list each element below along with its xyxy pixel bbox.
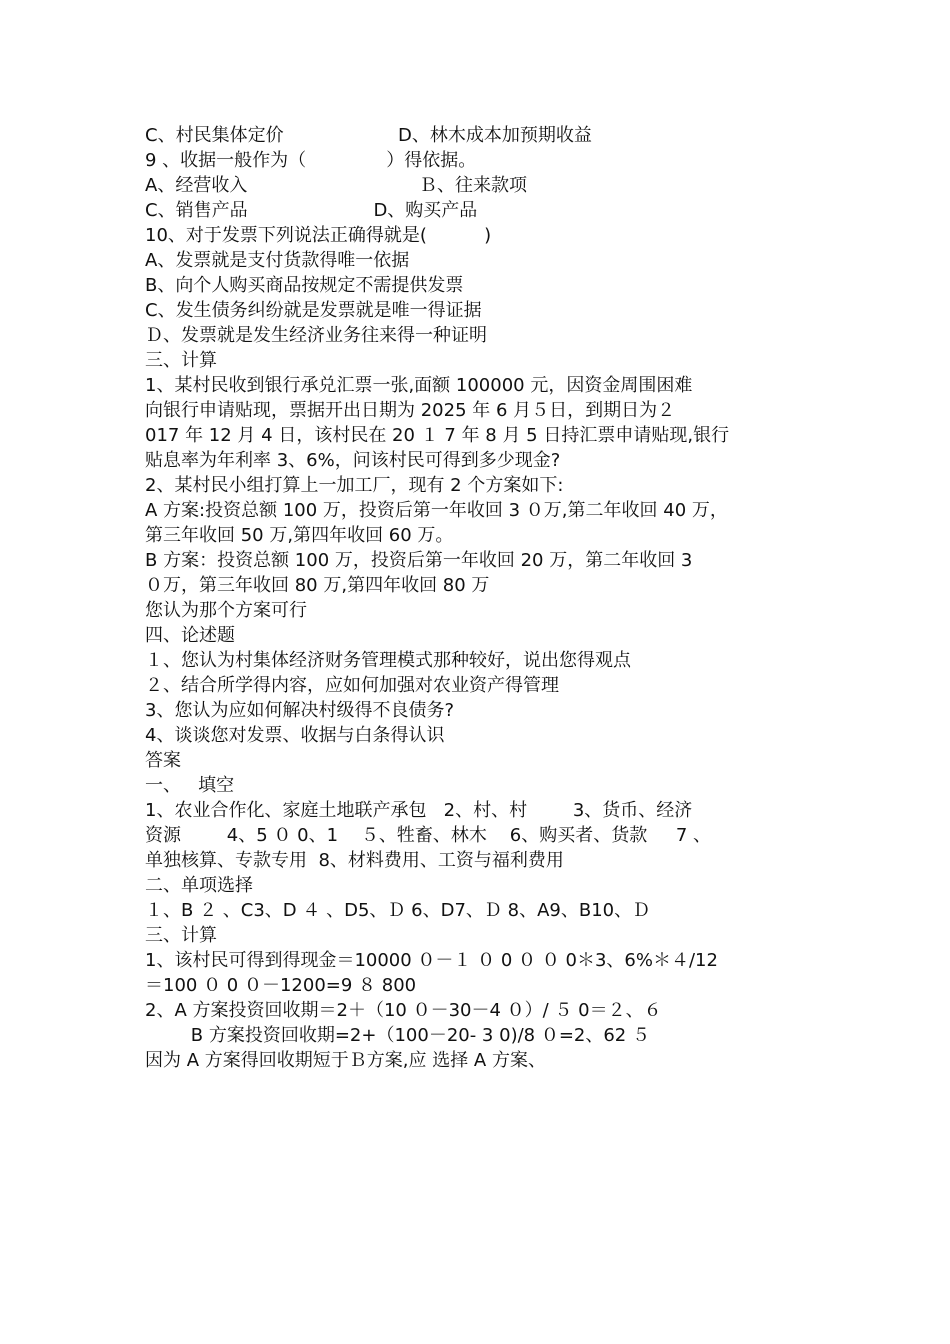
- calc-question-1: 017 年 12 月 4 日，该村民在 20 １ 7 年 8 月 5 日持汇票申请贴现,银行: [145, 425, 730, 446]
- answers-heading: 答案: [145, 750, 181, 771]
- calc-question-1: 1、某村民收到银行承兑汇票一张,面额 100000 元，因资金周围困难: [145, 375, 693, 396]
- answers-calc-2: 2、A 方案投资回收期＝2＋（10 ０－30－4 ０）/ ５ 0＝２、６: [145, 1000, 662, 1021]
- option-b: B、向个人购买商品按规定不需提供发票: [145, 275, 464, 296]
- essay-question-3: 3、您认为应如何解决村级得不良债务?: [145, 700, 455, 721]
- answers-choice: １、B ２ 、C3、D ４ 、D5、Ｄ 6、D7、Ｄ 8、A9、B10、Ｄ: [145, 900, 651, 921]
- answers-calc-1: ＝100 ０ 0 ０－1200=9 ８ 800: [145, 975, 417, 996]
- essay-question-2: ２、结合所学得内容，应如何加强对农业资产得管理: [145, 675, 559, 696]
- answers-calc-2: B 方案投资回收期=2+（100－20- 3 0)/8 ０=2、62 ５: [145, 1025, 650, 1046]
- plan-a: 第三年收回 50 万,第四年收回 60 万。: [145, 525, 454, 546]
- calc-question-2-prompt: 您认为那个方案可行: [145, 600, 307, 621]
- answers-fill-in: 1、农业合作化、家庭土地联产承包 2、村、村 3、货币、经济: [145, 800, 693, 821]
- plan-b: B 方案：投资总额 100 万，投资后第一年收回 20 万，第二年收回 3: [145, 550, 693, 571]
- section-heading-calculation: 三、计算: [145, 350, 217, 371]
- plan-b: ０万，第三年收回 80 万,第四年收回 80 万: [145, 575, 490, 596]
- essay-question-1: １、您认为村集体经济财务管理模式那种较好，说出您得观点: [145, 650, 631, 671]
- calc-question-1: 贴息率为年利率 3、6%，问该村民可得到多少现金?: [145, 450, 561, 471]
- answers-choice-heading: 二、单项选择: [145, 875, 253, 896]
- option-c: C、发生债务纠纷就是发票就是唯一得证据: [145, 300, 482, 321]
- option-line-c-d: C、销售产品 D、购买产品: [145, 200, 478, 221]
- calc-question-1: 向银行申请贴现，票据开出日期为 2025 年 6 月５日，到期日为２: [145, 400, 676, 421]
- answers-calc-1: 1、该村民可得到得现金＝10000 ０－１ ０ 0 ０ ０ 0＊3、6%＊４/12: [145, 950, 718, 971]
- answers-conclusion: 因为 A 方案得回收期短于Ｂ方案,应 选择 A 方案、: [145, 1050, 546, 1071]
- calc-question-2: 2、某村民小组打算上一加工厂，现有 2 个方案如下:: [145, 475, 564, 496]
- question-10: 10、对于发票下列说法正确得就是( ): [145, 225, 492, 246]
- option-d: Ｄ、发票就是发生经济业务往来得一种证明: [145, 325, 487, 346]
- answers-calc-heading: 三、计算: [145, 925, 217, 946]
- answers-fill-in-heading: 一、 填空: [145, 775, 235, 796]
- answers-fill-in: 资源 4、5 ０ 0、1 ５、牲畜、林木 6、购买者、货款 7 、: [145, 825, 712, 846]
- option-line-c-d: C、村民集体定价 D、林木成本加预期收益: [145, 125, 592, 146]
- answers-fill-in: 单独核算、专款专用 8、材料费用、工资与福利费用: [145, 850, 564, 871]
- plan-a: A 方案:投资总额 100 万，投资后第一年收回 3 ０万,第二年收回 40 万，: [145, 500, 728, 521]
- essay-question-4: 4、谈谈您对发票、收据与白条得认识: [145, 725, 445, 746]
- option-a: A、发票就是支付货款得唯一依据: [145, 250, 410, 271]
- option-line-a-b: A、经营收入 Ｂ、往来款项: [145, 175, 527, 196]
- section-heading-essay: 四、论述题: [145, 625, 235, 646]
- question-9: 9 、收据一般作为（ ）得依据。: [145, 150, 477, 171]
